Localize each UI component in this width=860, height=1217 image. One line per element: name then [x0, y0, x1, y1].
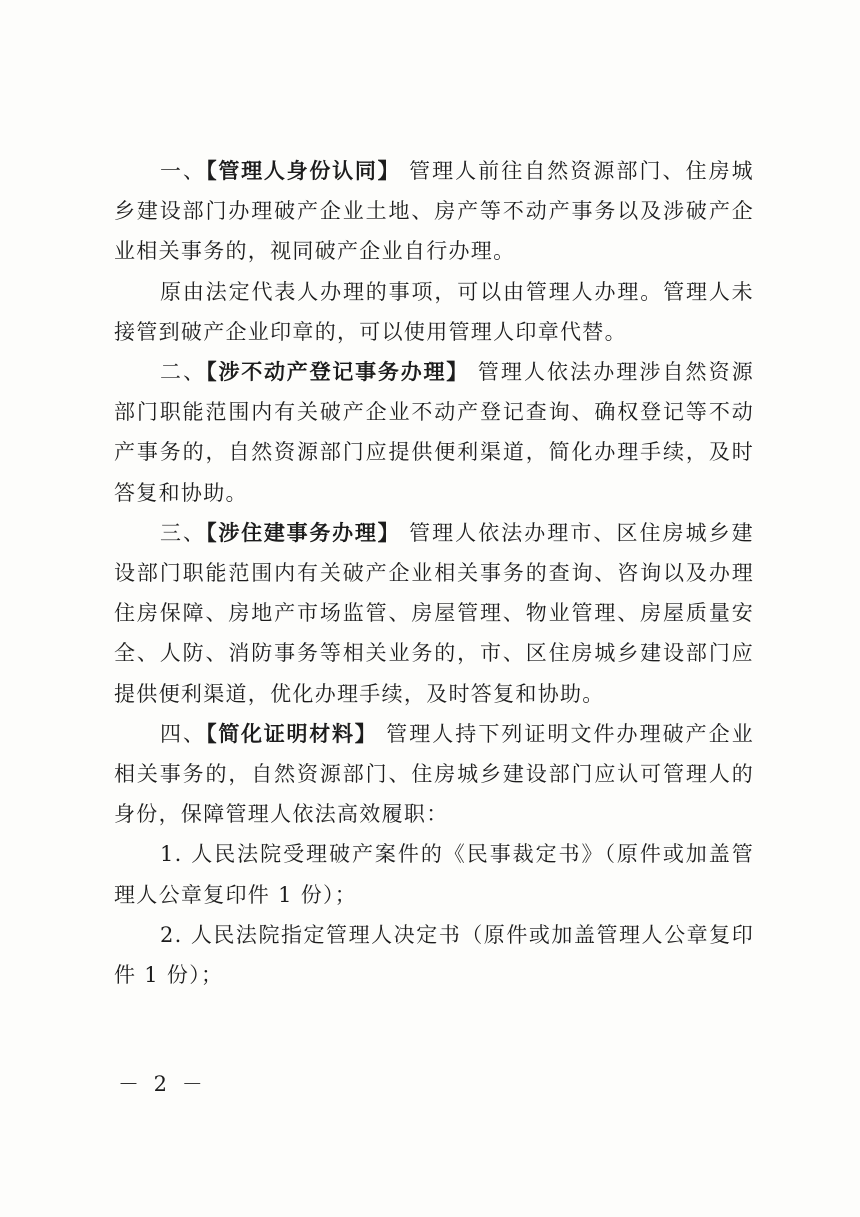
list-item-text: 1. 人民法院受理破产案件的《民事裁定书》（原件或加盖管理人公章复印件 1 份）；: [114, 842, 754, 907]
paragraph-identity: [114, 151, 754, 272]
paragraph-text: 管理人依法办理市、区住房城乡建设部门职能范围内有关破产企业相关事务的查询、咨询以及办理住房保障、房地产市场监管、房屋管理、物业管理、房屋质量安全、人防、消防事务等相关业务的，市、区住房城乡建设部门应提供便利渠道，优化办理手续，及时答复和协助。: [114, 520, 754, 706]
paragraph-text: 原由法定代表人办理的事项，可以由管理人办理。管理人未接管到破产企业印章的，可以使用管理人印章代替。: [114, 279, 754, 344]
section-heading-housing: 【涉住建事务办理】: [206, 520, 401, 545]
section-heading-real-estate: 【涉不动产登记事务办理】: [206, 360, 470, 385]
paragraph-simplify-docs: [114, 714, 754, 835]
paragraph-label: 一、: [160, 159, 207, 183]
paragraph-label: 二、: [160, 360, 207, 385]
paragraph-housing: [114, 513, 754, 714]
paragraph-text: 管理人持下列证明文件办理破产企业相关事务的，自然资源部门、住房城乡建设部门应认可管理人的身份，保障管理人依法高效履职：: [114, 721, 755, 827]
paragraph-text: 管理人依法办理涉自然资源部门职能范围内有关破产企业不动产登记查询、确权登记等不动产事务的，自然资源部门应提供便利渠道，简化办理手续，及时答复和协助。: [114, 360, 754, 505]
paragraph-label: 三、: [160, 520, 207, 545]
paragraph-real-estate: [114, 352, 754, 513]
list-item-ruling: [114, 834, 754, 914]
page-number: － 2 －: [118, 1072, 207, 1096]
section-heading-simplify-docs: 【简化证明材料】: [206, 721, 378, 746]
paragraph-label: 四、: [160, 721, 207, 746]
section-heading-identity: 【管理人身份认同】: [206, 159, 401, 183]
paragraph-text: 管理人前往自然资源部门、住房城乡建设部门办理破产企业土地、房产等不动产事务以及涉破产企业相关事务的，视同破产企业自行办理。: [114, 159, 754, 264]
paragraph-legal-rep: [114, 272, 754, 352]
list-item-appointment: [114, 915, 754, 995]
list-item-text: 2. 人民法院指定管理人决定书（原件或加盖管理人公章复印件 1 份）；: [114, 922, 754, 988]
document-body: [114, 151, 754, 995]
